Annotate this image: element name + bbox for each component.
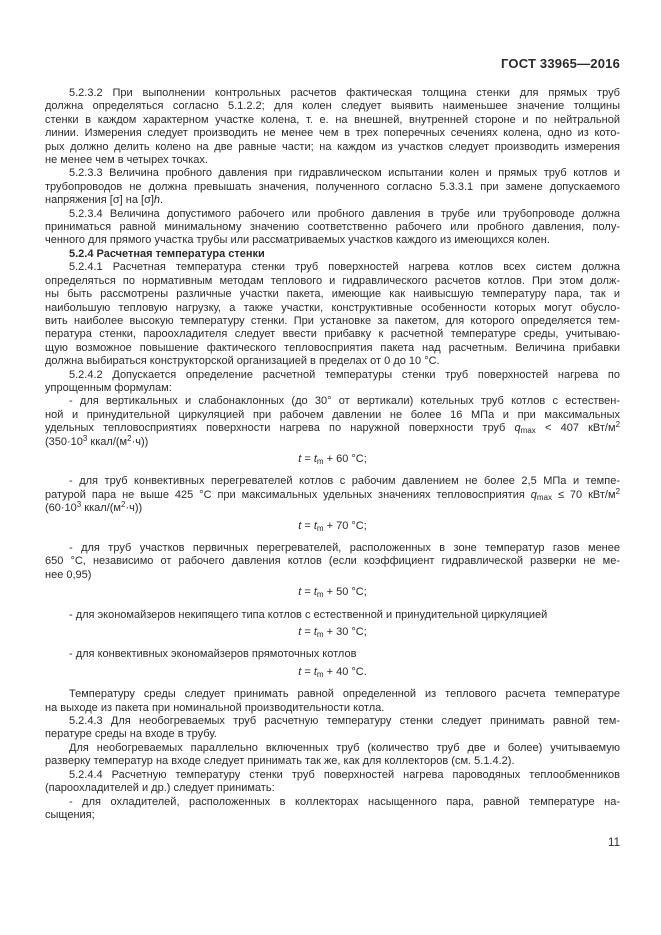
text-line: пература стенки, пароохладителя следует ввести прибавку к расчетной температуре среды, учитываю- <box>45 328 620 341</box>
formula: $t = t_m + 70$ °С; <box>298 519 367 533</box>
text-line: ной и принудительной циркуляцией при рабочем давлении не более 16 МПа и при максимальных <box>45 408 620 421</box>
text-line: ($350\cdot 10^3$ ккал/$(м^2\cdot ч)$) <box>45 433 149 448</box>
text-line: рых должно делить колено на две равные части; на каждом из участков следует производить измерения <box>45 140 620 153</box>
text-line: разверку температур на входе следует принимать так же, как для коллекторов (см. 5.1.4.2). <box>45 755 515 768</box>
text-line: - для конвективных экономайзеров прямоточных котлов <box>69 648 357 661</box>
text-line: 5.2.4.1 Расчетная температура стенки труб поверхностей нагрева котлов всех систем должна <box>69 261 620 274</box>
text-line: - для экономайзеров некипящего типа котлов с естественной и принудительной циркуляцией <box>69 608 548 621</box>
formula: $t = t_m + 30$ °С; <box>298 626 367 640</box>
text-line: 5.2.4.2 Допускается определение расчетной температуры стенки труб поверхностей нагрева по <box>69 368 620 381</box>
paragraph <box>45 715 620 742</box>
text-line: щую возможное повышение фактического тепловосприятия пакета над расчетным. Величина прибавки <box>45 341 620 354</box>
text-line: удельных тепловосприятиях поверхности нагрева по наружной поверхности труб $q_{max} < 407$ кВт/$м^2$ <box>45 420 621 436</box>
text-line: - для охладителей, расположенных в коллекторах насыщенного пара, равной температуре на- <box>69 795 620 808</box>
text-line: на выходе из пакета при номинальной производительности котла. <box>45 701 385 714</box>
text-line: Температуру среды следует принимать равной определенной из теплового расчета температуре <box>69 688 620 701</box>
text-line: наибольшую тепловую нагрузку, а также участки, конструктивные особенности которых могут обусло- <box>45 301 620 314</box>
text-line: должна определяться согласно 5.1.2.2; для колен следует выявить наименьшее значение толщины <box>45 100 620 113</box>
text-line: приниматься равной минимальному значению соответственно рабочего или пробного давления, полу- <box>45 221 620 234</box>
text-line: 5.2.3.4 Величина допустимого рабочего или пробного давления в трубе или трубопроводе должна <box>69 207 620 220</box>
paragraph <box>45 261 620 368</box>
text-line: ратурой пара не выше 425 °С при максимальных удельных значениях тепловосприятия $q_{max} \le 70$ кВт/$м^2$ <box>45 486 621 502</box>
text-line: 5.2.4 Расчетная температура стенки <box>69 247 265 260</box>
text-line: ченного для прямого участка трубы или рассматриваемых участков каждого из имеющихся колен. <box>45 234 550 247</box>
text-line: 5.2.4.3 Для необогреваемых труб расчетную температуру стенки следует принимать равной тем- <box>69 715 620 728</box>
text-line: ($60\cdot 10^3$ ккал/$(м^2\cdot ч)$) <box>45 500 143 515</box>
section-heading <box>45 248 620 261</box>
text-line: 5.2.3.3 Величина пробного давления при гидравлическом испытании колен и прямых труб котлов и <box>69 167 620 180</box>
text-line: ны быть рассмотрены различные участки пакета, имеющие как наивысшую температуру пара, так и <box>45 288 620 301</box>
text-line: стенки в каждом характерном участке колена, т. е. на внешней, внутренней стороне и по нейтральной <box>45 113 620 126</box>
text-line: сыщения; <box>45 808 95 821</box>
text-line: упрощенным формулам: <box>45 381 172 394</box>
text-line: вить наиболее высокую температуру стенки. При установке за пакетом, для которого определяется тем- <box>45 314 620 327</box>
paragraph <box>45 769 620 796</box>
paragraph <box>45 542 620 582</box>
text-line: трубопроводов не должна превышать значения, полученного согласно 5.3.3.1 при замене допускаемого <box>45 180 620 193</box>
text-line: 5.2.4.4 Расчетную температуру стенки труб поверхностей нагрева пароводяных теплообменников <box>69 768 620 781</box>
text-line: Для необогреваемых параллельно включенных труб (количество труб две и более) учитываемую <box>69 741 620 754</box>
text-line: определяться по нормативным методам теплового и гидравлического расчетов котлов. При этом долж- <box>45 274 620 287</box>
page-number: 11 <box>608 837 620 849</box>
paragraph <box>45 688 620 715</box>
text-line: линии. Измерения следует производить не менее чем в трех поперечных сечениях колена, одно из кото- <box>45 127 620 140</box>
paragraph <box>45 475 620 515</box>
paragraph <box>45 167 620 207</box>
paragraph <box>45 742 620 769</box>
text-line: напряжения [σ] на [σ]h. <box>45 194 164 207</box>
text-line: - для вертикальных и слабонаклонных (до 30° от вертикали) котельных труб котлов с естествен- <box>69 395 620 408</box>
gost-standard-number: ГОСТ 33965—2016 <box>501 56 620 71</box>
text-line: пературе среды на входе в трубу. <box>45 728 217 741</box>
text-line: должна выбираться конструкторской организацией в пределах от 0 до 10 °С. <box>45 355 440 368</box>
formula: $t = t_m + 60$ °С; <box>298 452 367 466</box>
text-line: (пароохладителей и др.) следует принимать: <box>45 782 275 795</box>
text-line: 5.2.3.2 При выполнении контрольных расчетов фактическая толщина стенки для прямых труб <box>69 87 620 99</box>
paragraph <box>45 87 620 167</box>
formula: $t = t_m + 40$ °С. <box>298 665 367 679</box>
paragraph <box>45 208 620 248</box>
paragraph <box>45 648 620 661</box>
text-line: 650 °С, независимо от рабочего давления котлов (если коэффициент гидравлической разверки не ме- <box>45 555 620 568</box>
paragraph <box>45 369 620 396</box>
text-line: не менее чем в четырех точках. <box>45 154 208 167</box>
paragraph <box>45 395 620 449</box>
text-line: - для труб конвективных перегревателей котлов с рабочим давлением не более 2,5 МПа и темпе- <box>69 475 620 488</box>
paragraph <box>45 796 620 823</box>
paragraph <box>45 609 620 622</box>
text-line: нее 0,95) <box>45 568 92 581</box>
text-line: - для труб участков первичных перегревателей, расположенных в зоне температур газов менее <box>69 542 620 554</box>
document-body <box>45 87 620 822</box>
formula: $t = t_m + 50$ °С; <box>298 586 367 600</box>
